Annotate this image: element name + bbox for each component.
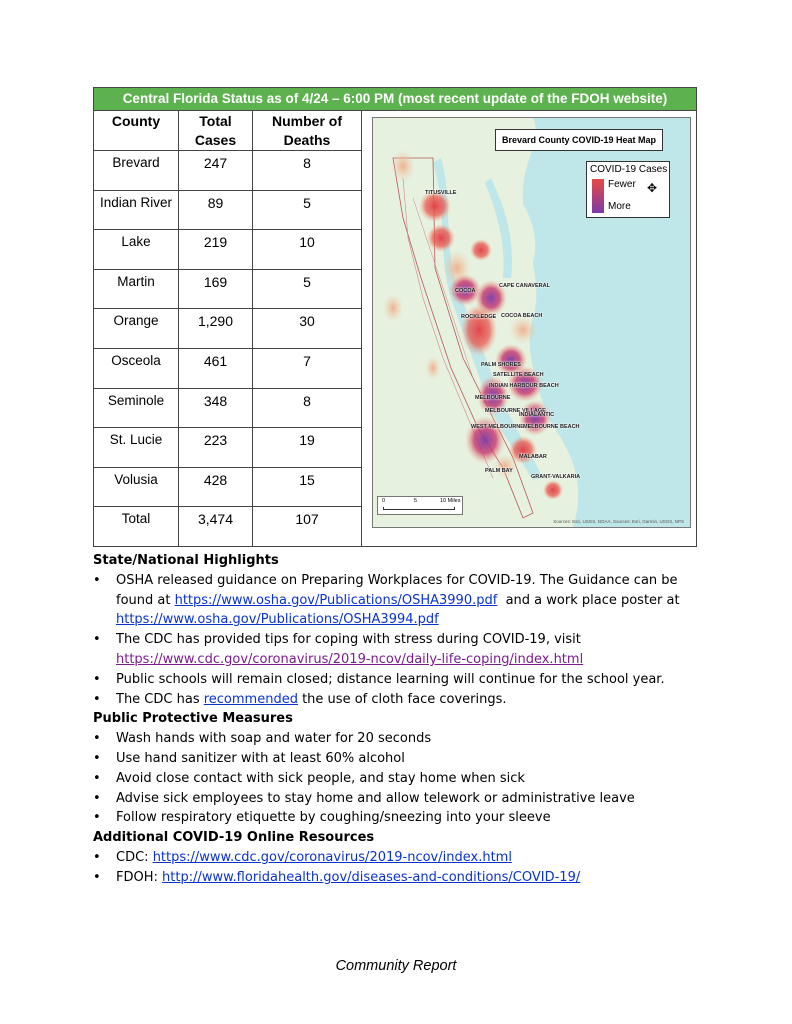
recommended-link[interactable]: recommended	[203, 691, 298, 707]
county-cell: St. Lucie	[109, 432, 163, 448]
cases-cell: 247	[178, 151, 252, 190]
place-label: COCOA	[455, 288, 476, 294]
county-table	[94, 111, 362, 547]
masks-text-1: The CDC has	[116, 691, 204, 707]
county-cell: Orange	[113, 313, 159, 329]
list-item: • Wash hands with soap and water for 20 seconds	[93, 729, 697, 749]
highlights-list	[93, 571, 697, 710]
scale-max: 10 Miles	[440, 498, 461, 504]
compass-icon: ✥	[647, 181, 658, 195]
deaths-cell: 8	[252, 389, 361, 428]
legend-gradient	[592, 179, 604, 213]
table-row	[94, 309, 361, 349]
place-label: PALM BAY	[485, 468, 513, 474]
resource-label: CDC:	[116, 849, 153, 865]
place-label: WEST MELBOURNE	[471, 424, 524, 430]
deaths-cell: 30	[252, 309, 361, 348]
list-item	[93, 630, 697, 670]
measures-list	[93, 729, 697, 828]
deaths-cell: 10	[252, 230, 361, 269]
place-label: TITUSVILLE	[425, 190, 457, 196]
place-label: INDIALANTIC	[519, 412, 555, 418]
deaths-cell: 8	[252, 151, 361, 190]
table-row	[94, 389, 361, 429]
page-footer: Community Report	[335, 958, 457, 974]
county-cell: Osceola	[111, 352, 161, 368]
list-item	[93, 690, 697, 710]
fdoh-resource-link[interactable]: http://www.floridahealth.gov/diseases-and-conditions/COVID-19/	[162, 869, 581, 885]
osha-text-1: OSHA released guidance on Preparing Workplaces for COVID-19. The Guidance can be found at	[116, 572, 678, 608]
header-number-of-deaths-text: Number of Deaths	[272, 113, 342, 148]
highlights-heading: State/National Highlights	[93, 553, 279, 568]
resource-label: FDOH:	[116, 869, 163, 885]
place-label: MELBOURNE BEACH	[523, 424, 580, 430]
list-item: • Advise sick employees to stay home and allow telework or administrative leave	[93, 789, 697, 809]
county-cell: Brevard	[112, 155, 160, 170]
legend-title: COVID-19 Cases	[590, 164, 668, 175]
list-item: • Public schools will remain closed; distance learning will continue for the school year.	[93, 670, 697, 690]
list-item	[93, 868, 697, 888]
deaths-cell: 15	[252, 468, 361, 507]
table-row	[94, 428, 361, 468]
report-sections	[93, 551, 697, 888]
deaths-cell: 5	[252, 270, 361, 309]
place-label: MELBOURNE	[475, 395, 511, 401]
place-label: PALM SHORES	[481, 362, 521, 368]
osha-guidance-link[interactable]: https://www.osha.gov/Publications/OSHA3990.pdf	[174, 592, 498, 608]
place-label: SATELLITE BEACH	[493, 372, 544, 378]
table-row-total	[94, 507, 361, 547]
list-item: • Use hand sanitizer with at least 60% alcohol	[93, 749, 697, 769]
masks-text-2: the use of cloth face coverings.	[297, 691, 507, 707]
table-row	[94, 468, 361, 508]
table-row	[94, 230, 361, 270]
cases-cell: 461	[178, 349, 252, 388]
place-label: MELBOURNE VILLAGE	[485, 408, 546, 414]
heat-map	[372, 117, 691, 528]
cases-cell: 169	[178, 270, 252, 309]
place-label: ROCKLEDGE	[461, 314, 497, 320]
cases-cell: 428	[178, 468, 252, 507]
legend-fewer-label: Fewer	[608, 179, 636, 190]
county-cell: Total	[121, 511, 151, 527]
cdc-coping-link[interactable]: https://www.cdc.gov/coronavirus/2019-ncov/daily-life-coping/index.html	[116, 651, 584, 667]
osha-poster-link[interactable]: https://www.osha.gov/Publications/OSHA3994.pdf	[116, 612, 439, 628]
resources-list	[93, 848, 697, 888]
county-cell: Martin	[117, 273, 155, 289]
table-header-row	[94, 111, 361, 151]
deaths-cell: 5	[252, 191, 361, 230]
table-row	[94, 191, 361, 231]
cases-cell: 219	[178, 230, 252, 269]
map-credit: Sources: Esri, USGS, NOAA, Sources: Esri, Garmin, USGS, NPS	[553, 519, 684, 524]
resources-heading: Additional COVID-19 Online Resources	[93, 830, 375, 846]
cases-cell: 223	[178, 428, 252, 467]
header-total-cases	[178, 111, 252, 150]
county-cell: Volusia	[114, 471, 158, 487]
osha-text-2: and a work place poster at	[497, 592, 684, 608]
deaths-cell: 107	[252, 507, 361, 547]
list-item	[93, 848, 697, 868]
deaths-cell: 19	[252, 428, 361, 467]
county-cell: Indian River	[99, 194, 173, 210]
header-number-of-deaths	[252, 111, 361, 150]
cases-cell: 348	[178, 389, 252, 428]
cdc-stress-text: The CDC has provided tips for coping with stress during COVID-19, visit	[116, 632, 581, 648]
table-row	[94, 151, 361, 191]
header-total-cases-text: Total Cases	[194, 113, 237, 148]
cases-cell: 89	[178, 191, 252, 230]
list-item: • Follow respiratory etiquette by coughing/sneezing into your sleeve	[93, 808, 697, 828]
county-cell: Seminole	[107, 392, 165, 408]
place-label: INDIAN HARBOUR BEACH	[489, 383, 559, 389]
legend-more-label: More	[608, 201, 631, 212]
table-row	[94, 270, 361, 310]
header-county: County	[111, 113, 161, 129]
scale-mid: 5	[414, 498, 418, 504]
status-title: Central Florida Status as of 4/24 – 6:00 PM (most recent update of the FDOH website)	[94, 88, 696, 111]
cdc-resource-link[interactable]: https://www.cdc.gov/coronavirus/2019-ncov/index.html	[152, 849, 512, 865]
scale-bar	[377, 496, 463, 515]
place-label: GRANT-VALKARIA	[531, 474, 581, 480]
place-label: MALABAR	[519, 454, 547, 460]
cases-cell: 3,474	[178, 507, 252, 547]
list-item	[93, 571, 697, 630]
measures-heading: Public Protective Measures	[93, 711, 293, 727]
status-block	[93, 87, 697, 547]
place-label: CAPE CANAVERAL	[499, 283, 550, 289]
map-title: Brevard County COVID-19 Heat Map	[495, 129, 663, 151]
scale-zero: 0	[382, 498, 386, 504]
table-row	[94, 349, 361, 389]
scale-line	[383, 507, 455, 510]
status-body	[94, 111, 696, 547]
deaths-cell: 7	[252, 349, 361, 388]
place-label: COCOA BEACH	[501, 313, 543, 319]
county-cell: Lake	[121, 234, 151, 250]
map-legend	[586, 161, 670, 218]
map-cell	[362, 111, 696, 547]
cases-cell: 1,290	[178, 309, 252, 348]
list-item: • Avoid close contact with sick people, and stay home when sick	[93, 769, 697, 789]
